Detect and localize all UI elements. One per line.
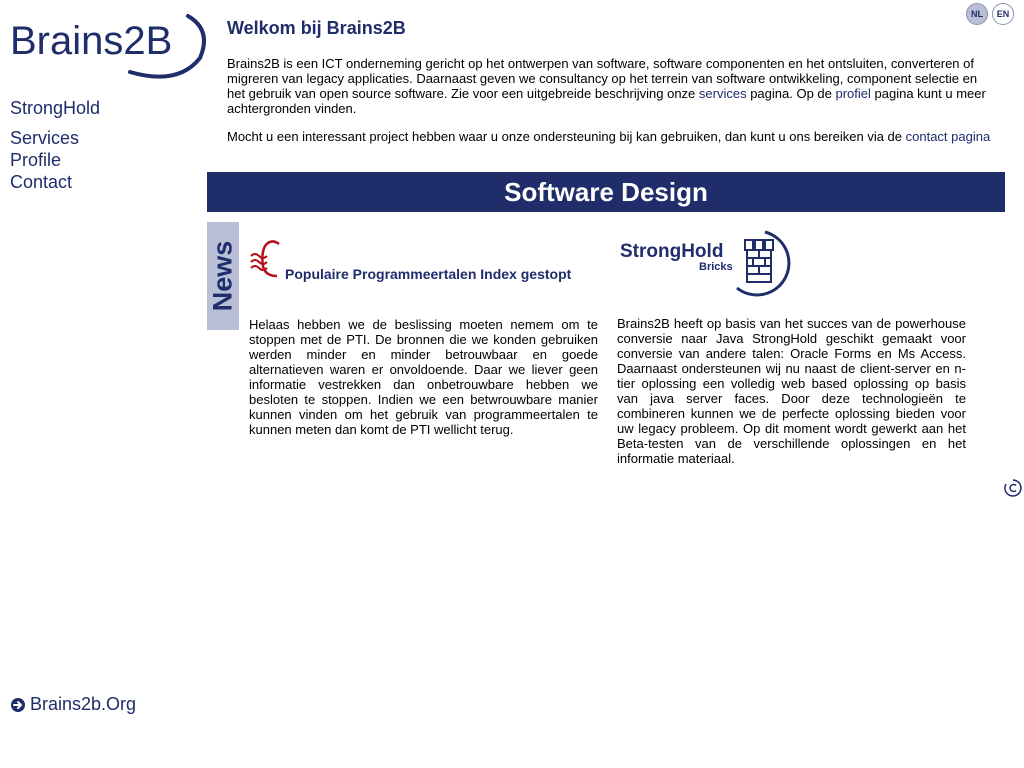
stronghold-bricks-logo[interactable] [617, 226, 807, 298]
stronghold-article [617, 226, 966, 466]
stronghold-body: Brains2B heeft op basis van het succes van de powerhouse conversie naar Java StrongHold geschikt gemaakt voor conversie van andere talen: Oracle Forms en Ms Access. Daarnaast ondersteunen wij nu naast de client-server en n-tier oplossing een volledig web based oplossing op basis van java server faces. Door deze technologieën te combineren kunnen we de perfecte oplossing bieden voor uw legacy probleem. Op dit moment wordt gewerkt aan het Beta-testen van de verschillende oplossingen en het informatie materiaal. [617, 316, 966, 466]
page-title: Welkom bij Brains2B [227, 18, 406, 38]
language-nl-button[interactable]: NL [966, 3, 988, 25]
castle-icon [745, 240, 773, 282]
intro-text: Brains2B is een ICT onderneming gericht op het ontwerpen van software, software componenten en het ontsluiten, converteren of migreren van legacy applicaties. Daarnaast geven we consultancy op het terrein van software ontwikkeling, component selectie en het gebruik van open source software. Zie voor een uitgebreide beschrijving onze [227, 56, 978, 101]
brains2b-logo[interactable] [10, 8, 210, 84]
nav-link-profile[interactable]: Profile [10, 150, 62, 170]
intro-paragraph-1 [227, 56, 992, 116]
news-tab-label: News [207, 240, 238, 312]
arrow-circle-icon [10, 697, 26, 713]
stronghold-logo-subtitle: Bricks [699, 261, 733, 273]
nav-link-contact[interactable]: Contact [10, 172, 73, 192]
left-navigation [10, 97, 200, 193]
news-body: Helaas hebben we de beslissing moeten nemem om te stoppen met de PTI. De bronnen die we konden gebruiken werden minder en minder betrouwbaar en goede alternatieven waren er onvoldoende. Daar we liever geen informatie vestrekken dan onbetrouwbare hebben we besloten te stoppen. Indien we een betwrouwbare manier kunnen vinden om het gebruik van programmeertalen te kunnen meten dan komt de PTI wellicht terug. [249, 317, 598, 437]
news-title: Populaire Programmeertalen Index gestopt [285, 266, 572, 282]
nav-link-stronghold[interactable]: StrongHold [10, 98, 101, 118]
logo-text: Brains2B [10, 19, 173, 63]
intro-text: Mocht u een interessant project hebben waar u onze ondersteuning bij kan gebruiken, dan kunt u ons bereiken via de [227, 129, 906, 144]
intro-text: pagina kunt u meer achtergronden vinden. [227, 86, 986, 116]
profiel-link[interactable]: profiel [835, 86, 871, 101]
software-design-banner: Software Design [207, 172, 1005, 212]
copyright-icon[interactable] [1003, 478, 1023, 498]
nav-link-services[interactable]: Services [10, 128, 80, 148]
news-article [249, 236, 598, 437]
intro-section [227, 18, 992, 144]
footer-link-brains2b-org[interactable] [10, 694, 136, 715]
contact-page-link[interactable]: contact pagina [905, 129, 991, 144]
intro-paragraph-2 [227, 129, 992, 144]
footer-link-label: Brains2b.Org [30, 694, 137, 714]
services-link[interactable]: services [698, 86, 747, 101]
intro-text: pagina. Op de [746, 86, 836, 101]
language-en-button[interactable]: EN [992, 3, 1014, 25]
stronghold-logo-title: StrongHold [620, 241, 724, 262]
news-tab [207, 222, 239, 330]
news-header [249, 236, 598, 302]
